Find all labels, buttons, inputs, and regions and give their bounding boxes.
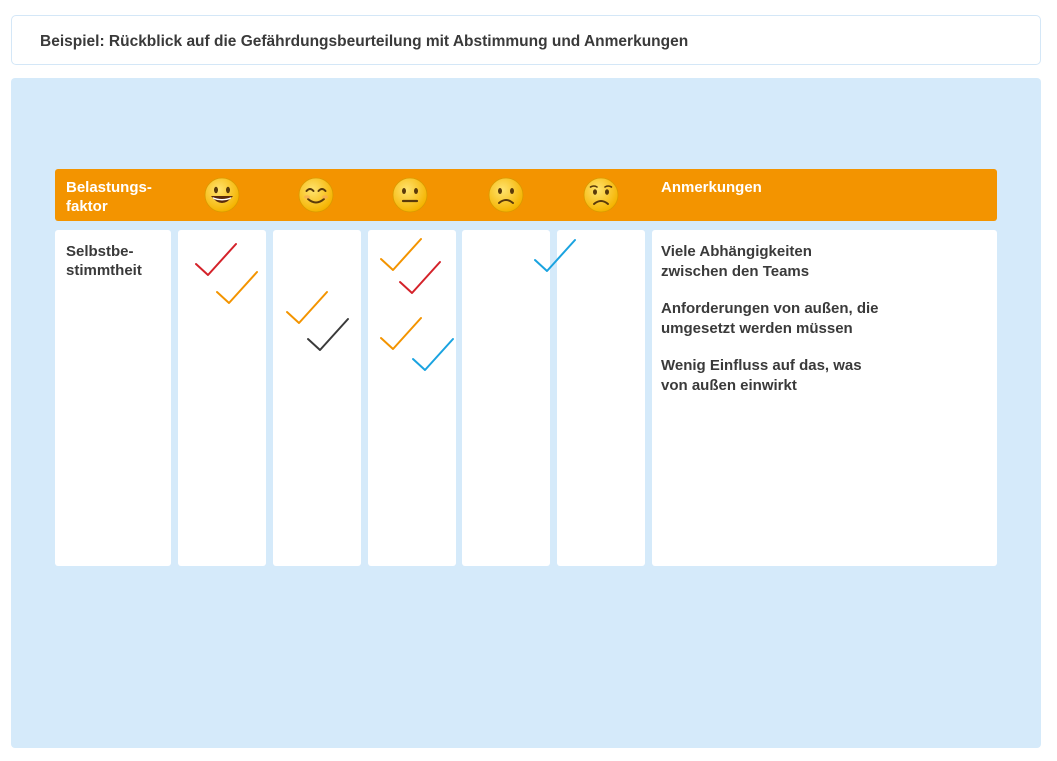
title-box [11, 15, 1041, 65]
factor-name-line-1: Selbstbe- [66, 243, 134, 260]
factor-name-line-2: stimmtheit [66, 262, 142, 279]
page-title: Beispiel: Rückblick auf die Gefährdungsbeurteilung mit Abstimmung und Anmerkungen [40, 33, 689, 50]
vote-check-icon [215, 270, 259, 306]
check-stroke [400, 262, 440, 293]
vote-column-frowning[interactable] [462, 230, 550, 566]
factor-cell [55, 230, 171, 566]
remark-item [661, 242, 921, 281]
remark-line: von außen einwirkt [661, 376, 797, 394]
check-stroke [413, 339, 453, 370]
grinning-face-icon [203, 176, 241, 214]
factor-header-line-2: faktor [66, 198, 108, 215]
remark-item [661, 356, 921, 395]
worried-face-icon [582, 176, 620, 214]
smiling-face-icon [297, 176, 335, 214]
vote-column-worried[interactable] [557, 230, 645, 566]
slightly-frowning-face-icon [487, 176, 525, 214]
vote-column-smiling[interactable] [273, 230, 361, 566]
factor-name [66, 242, 166, 280]
check-stroke [535, 240, 575, 271]
table-header [55, 169, 997, 221]
vote-check-icon [306, 317, 350, 353]
remarks-list [661, 242, 981, 413]
vote-check-icon [411, 337, 455, 373]
neutral-face-icon [391, 176, 429, 214]
check-stroke [308, 319, 348, 350]
remark-line: Anforderungen von außen, die [661, 300, 879, 317]
remarks-column-header: Anmerkungen [661, 179, 762, 196]
remark-line: Wenig Einfluss auf das, was [661, 357, 862, 374]
remark-line: umgesetzt werden müssen [661, 319, 853, 337]
remark-line: zwischen den Teams [661, 262, 810, 280]
factor-header-line-1: Belastungs- [66, 179, 152, 196]
factor-column-header [66, 178, 152, 216]
vote-check-icon [533, 238, 577, 274]
remark-line: Viele Abhängigkeiten [661, 243, 812, 260]
remark-item [661, 299, 921, 338]
vote-check-icon [398, 260, 442, 296]
check-stroke [217, 272, 257, 303]
